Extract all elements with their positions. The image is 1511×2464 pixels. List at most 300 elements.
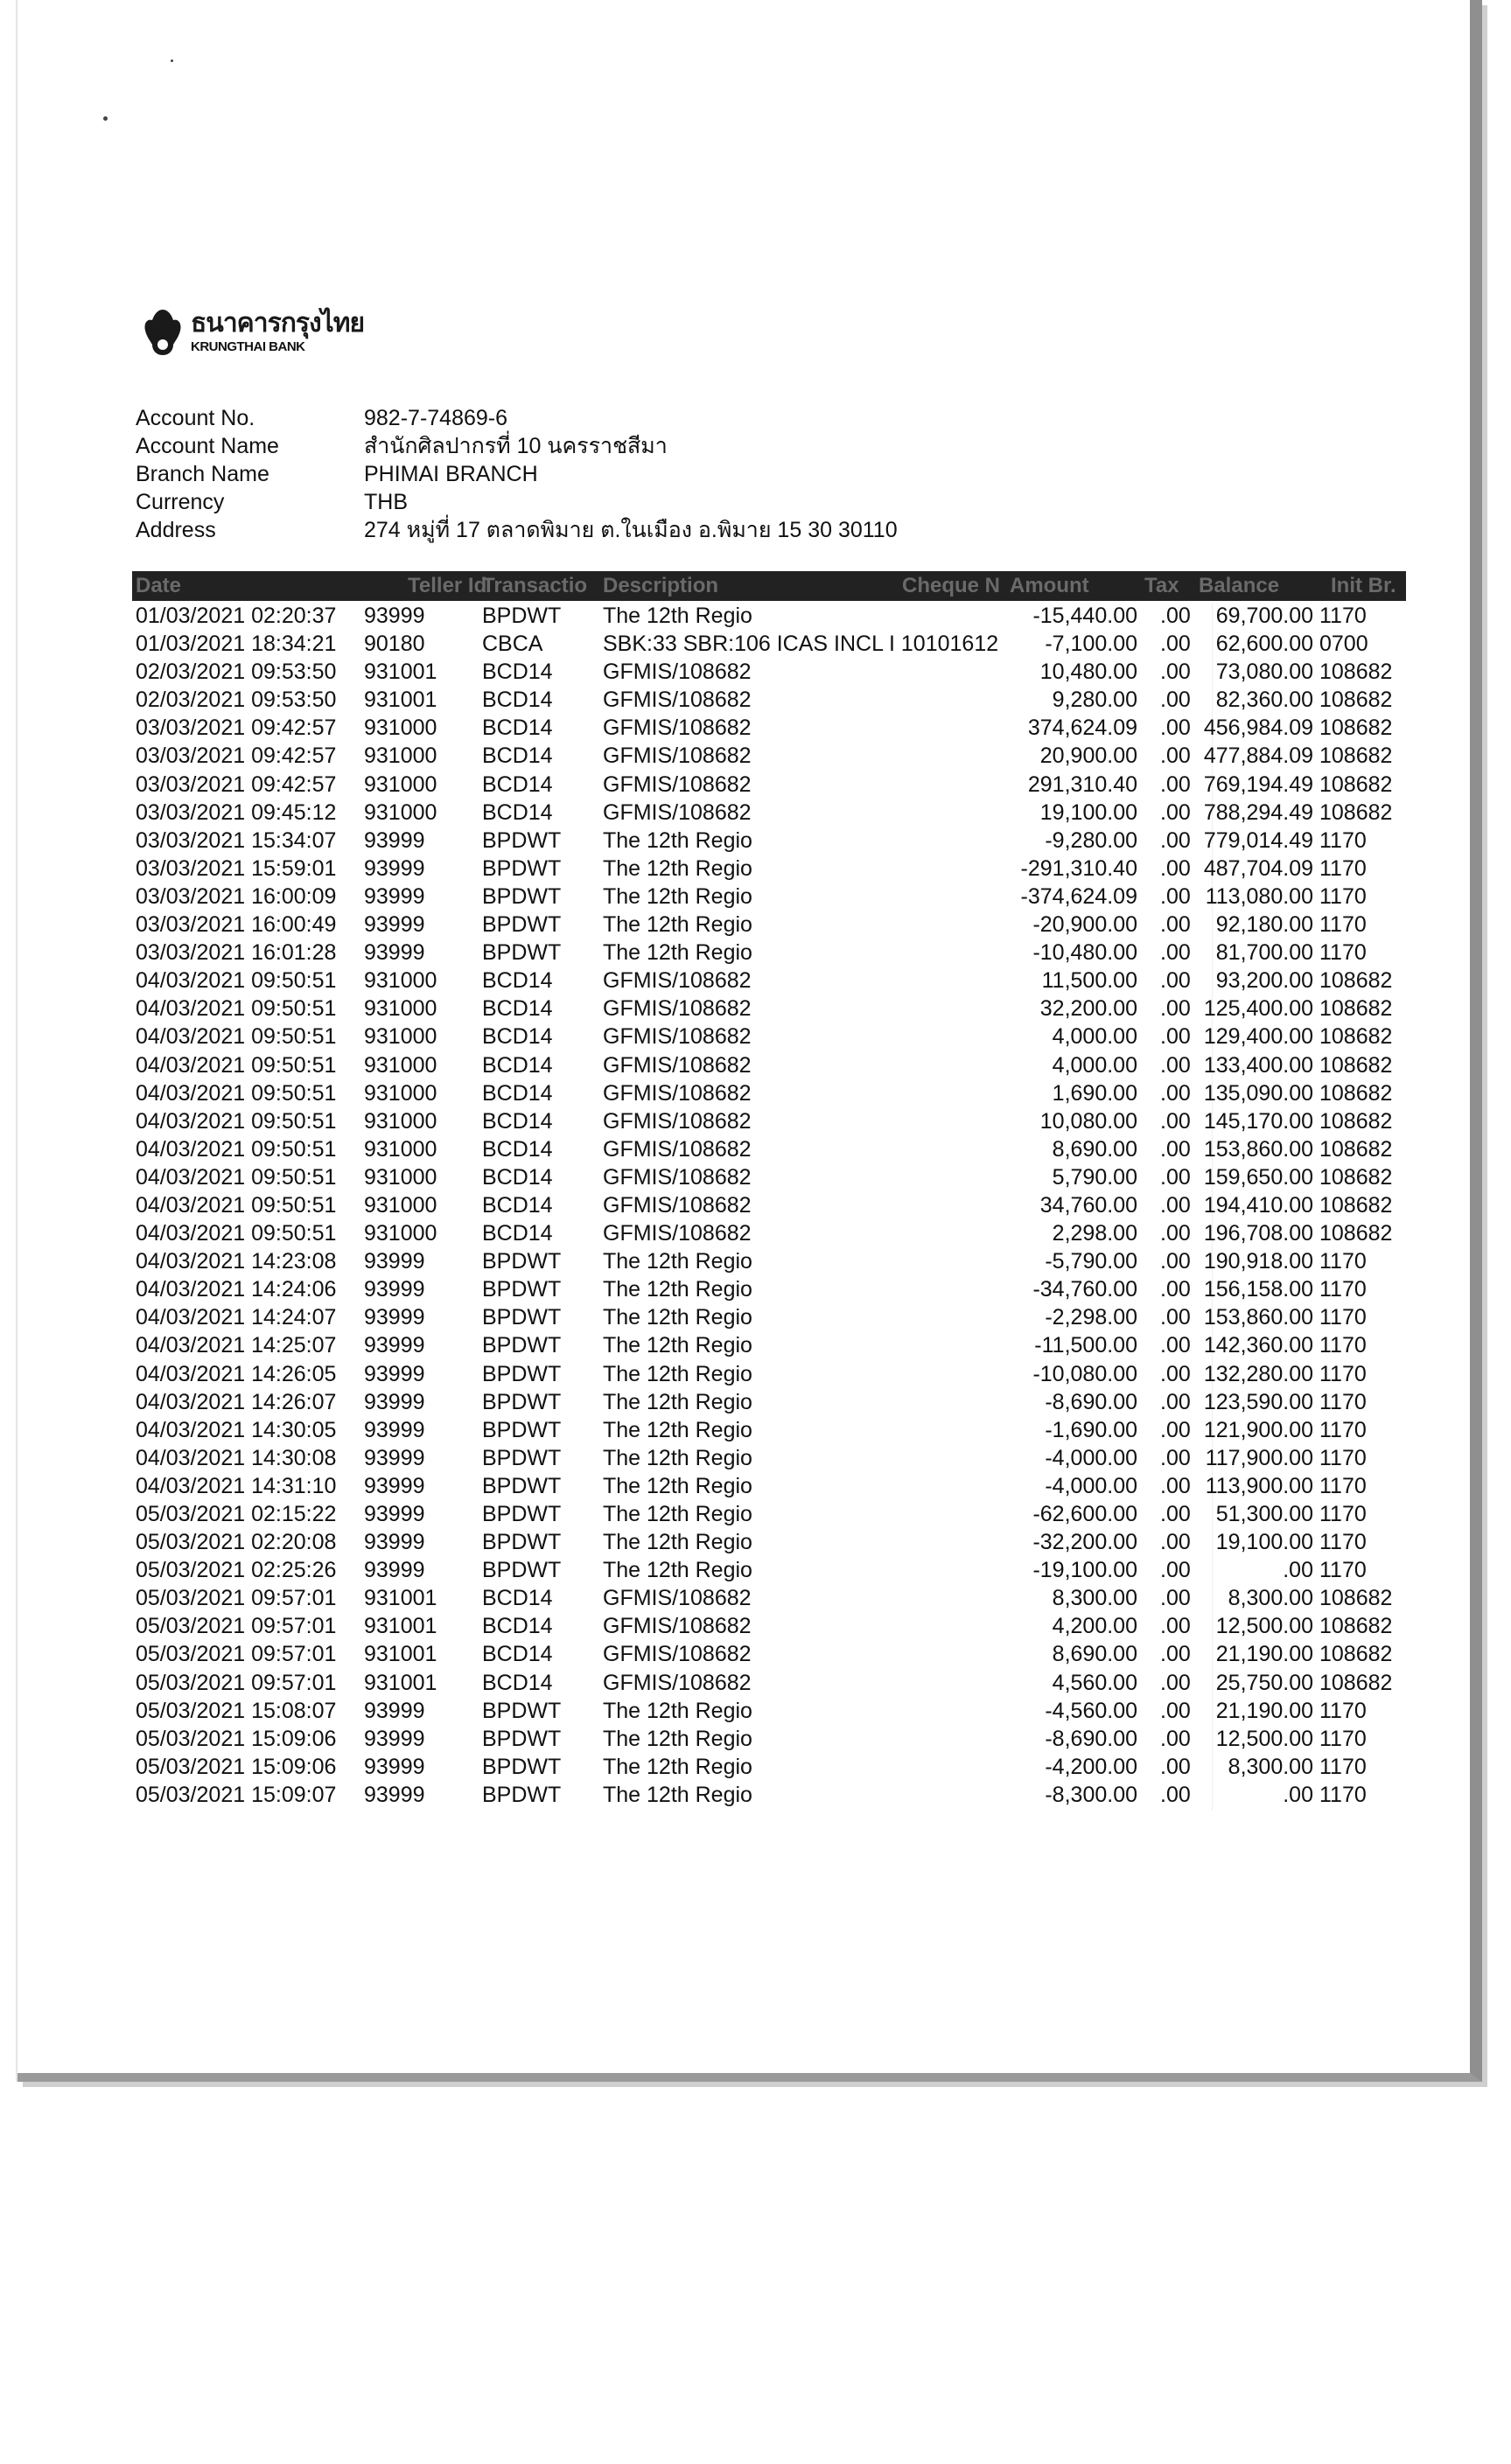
cell-teller-id: 931000 — [364, 1136, 437, 1162]
cell-teller-id: 931000 — [364, 1108, 437, 1134]
cell-date: 04/03/2021 09:50:51 — [136, 1052, 337, 1078]
cell-teller-id: 931001 — [364, 660, 437, 685]
cell-balance: 69,700.00 — [1215, 604, 1313, 628]
cell-balance: 135,090.00 — [1203, 1080, 1313, 1106]
cell-balance: .00 — [1283, 1558, 1313, 1583]
cell-amount: 8,300.00 — [1052, 1586, 1137, 1611]
info-label: Currency — [136, 489, 225, 514]
cell-balance: 129,400.00 — [1203, 1024, 1313, 1050]
cell-teller-id: 93999 — [364, 1726, 425, 1751]
cell-description: The 12th Regio — [603, 1277, 752, 1302]
cell-tax: .00 — [1160, 1417, 1191, 1442]
cell-teller-id: 93999 — [364, 940, 425, 966]
table-row — [0, 658, 1511, 686]
cell-tax: .00 — [1160, 855, 1191, 881]
cell-transaction-code: BPDWT — [482, 1726, 562, 1751]
cell-balance: 121,900.00 — [1203, 1417, 1313, 1442]
header-teller: Teller Id — [408, 574, 487, 597]
cell-date: 04/03/2021 09:50:51 — [136, 996, 337, 1022]
cell-amount: -19,100.00 — [1032, 1558, 1137, 1583]
cell-balance: 132,280.00 — [1203, 1361, 1313, 1386]
cell-balance: 153,860.00 — [1203, 1136, 1313, 1162]
cell-init-branch: 1170 — [1319, 883, 1367, 909]
cell-date: 03/03/2021 15:59:01 — [136, 855, 337, 881]
cell-teller-id: 931000 — [364, 771, 437, 797]
cell-tax: .00 — [1160, 1361, 1191, 1386]
info-label: Account No. — [136, 405, 255, 430]
cell-teller-id: 931001 — [364, 1670, 437, 1695]
info-value: 274 หมู่ที่ 17 ตลาดพิมาย ต.ในเมือง อ.พิมาย 15 30 30110 — [364, 518, 898, 542]
cell-date: 05/03/2021 09:57:01 — [136, 1586, 337, 1611]
cell-transaction-code: BCD14 — [482, 1221, 553, 1246]
cell-teller-id: 931000 — [364, 715, 437, 741]
cell-tax: .00 — [1160, 996, 1191, 1022]
account-info — [136, 404, 898, 544]
cell-init-branch: 0700 — [1319, 632, 1368, 657]
cell-init-branch: 108682 — [1319, 1052, 1393, 1078]
cell-balance: 190,918.00 — [1203, 1249, 1313, 1274]
cell-balance: 159,650.00 — [1203, 1164, 1313, 1190]
table-row — [0, 1584, 1511, 1612]
cell-description: SBK:33 SBR:106 ICAS INCL I 10101612 — [603, 632, 999, 657]
table-row — [0, 1500, 1511, 1528]
cell-transaction-code: BPDWT — [482, 1277, 562, 1302]
cell-transaction-code: BPDWT — [482, 1305, 562, 1330]
cell-transaction-code: BPDWT — [482, 1333, 562, 1358]
cell-balance: 194,410.00 — [1203, 1192, 1313, 1218]
cell-tax: .00 — [1160, 1698, 1191, 1723]
cell-teller-id: 93999 — [364, 604, 425, 628]
cell-transaction-code: BCD14 — [482, 1192, 553, 1218]
table-row — [0, 967, 1511, 995]
cell-description: The 12th Regio — [603, 1754, 752, 1779]
cell-init-branch: 1170 — [1319, 1389, 1367, 1414]
cell-transaction-code: BPDWT — [482, 1361, 562, 1386]
cell-teller-id: 93999 — [364, 855, 425, 881]
info-label: Address — [136, 517, 216, 542]
cell-date: 05/03/2021 15:08:07 — [136, 1698, 337, 1723]
cell-description: The 12th Regio — [603, 1502, 752, 1526]
cell-amount: 8,690.00 — [1052, 1136, 1137, 1162]
cell-date: 04/03/2021 14:24:06 — [136, 1277, 337, 1302]
cell-date: 05/03/2021 15:09:07 — [136, 1782, 337, 1807]
cell-init-branch: 1170 — [1319, 1417, 1367, 1442]
cell-description: The 12th Regio — [603, 1473, 752, 1498]
cell-init-branch: 108682 — [1319, 968, 1393, 994]
cell-init-branch: 1170 — [1319, 1530, 1367, 1555]
cell-tax: .00 — [1160, 799, 1191, 825]
table-row — [0, 995, 1511, 1023]
cell-description: GFMIS/108682 — [603, 660, 752, 685]
table-row — [0, 1669, 1511, 1697]
table-row — [0, 602, 1511, 630]
cell-tax: .00 — [1160, 743, 1191, 769]
cell-balance: 113,080.00 — [1205, 883, 1313, 909]
cell-transaction-code: BCD14 — [482, 688, 553, 713]
table-row — [0, 1388, 1511, 1416]
cell-description: GFMIS/108682 — [603, 1024, 752, 1050]
cell-date: 04/03/2021 14:30:08 — [136, 1445, 337, 1470]
cell-date: 04/03/2021 09:50:51 — [136, 1108, 337, 1134]
cell-balance: 93,200.00 — [1215, 968, 1313, 994]
cell-date: 01/03/2021 18:34:21 — [136, 632, 337, 657]
bank-name-thai: ธนาคารกรุงไทย — [191, 308, 365, 338]
cell-init-branch: 108682 — [1319, 1024, 1393, 1050]
account-name-row — [136, 432, 898, 460]
cell-balance: 62,600.00 — [1215, 632, 1313, 657]
cell-amount: -291,310.40 — [1020, 855, 1137, 881]
cell-teller-id: 93999 — [364, 1249, 425, 1274]
cell-balance: 125,400.00 — [1203, 996, 1313, 1022]
table-row — [0, 1640, 1511, 1668]
cell-date: 04/03/2021 14:25:07 — [136, 1333, 337, 1358]
table-row — [0, 1135, 1511, 1163]
table-row — [0, 1275, 1511, 1303]
transaction-table-body — [0, 602, 1511, 1809]
cell-date: 05/03/2021 15:09:06 — [136, 1754, 337, 1779]
cell-amount: -10,080.00 — [1032, 1361, 1137, 1386]
cell-transaction-code: BPDWT — [482, 827, 562, 853]
cell-balance: 145,170.00 — [1203, 1108, 1313, 1134]
cell-date: 04/03/2021 09:50:51 — [136, 1136, 337, 1162]
cell-init-branch: 108682 — [1319, 799, 1393, 825]
info-value: PHIMAI BRANCH — [364, 461, 538, 486]
cell-transaction-code: CBCA — [482, 632, 543, 657]
cell-init-branch: 1170 — [1319, 604, 1367, 628]
cell-balance: 142,360.00 — [1203, 1333, 1313, 1358]
cell-transaction-code: BCD14 — [482, 771, 553, 797]
cell-amount: -1,690.00 — [1045, 1417, 1137, 1442]
cell-init-branch: 108682 — [1319, 688, 1393, 713]
cell-balance: 477,884.09 — [1203, 743, 1313, 769]
cell-amount: -62,600.00 — [1032, 1502, 1137, 1526]
cell-date: 05/03/2021 09:57:01 — [136, 1614, 337, 1639]
cell-description: The 12th Regio — [603, 1530, 752, 1555]
table-row — [0, 1360, 1511, 1388]
cell-amount: 4,000.00 — [1052, 1052, 1137, 1078]
cell-transaction-code: BPDWT — [482, 604, 562, 628]
cell-tax: .00 — [1160, 827, 1191, 853]
cell-tax: .00 — [1160, 1445, 1191, 1470]
cell-balance: 117,900.00 — [1205, 1445, 1313, 1470]
cell-tax: .00 — [1160, 1080, 1191, 1106]
table-row — [0, 1725, 1511, 1753]
cell-balance: 133,400.00 — [1203, 1052, 1313, 1078]
cell-init-branch: 108682 — [1319, 660, 1393, 685]
cell-description: The 12th Regio — [603, 1305, 752, 1330]
cell-date: 04/03/2021 14:31:10 — [136, 1473, 337, 1498]
table-row — [0, 1191, 1511, 1219]
info-value: THB — [364, 489, 408, 514]
cell-balance: .00 — [1283, 1782, 1313, 1807]
cell-init-branch: 1170 — [1319, 827, 1367, 853]
cell-teller-id: 93999 — [364, 827, 425, 853]
cell-description: The 12th Regio — [603, 1445, 752, 1470]
cell-init-branch: 108682 — [1319, 1670, 1393, 1695]
cell-tax: .00 — [1160, 1305, 1191, 1330]
cell-tax: .00 — [1160, 1024, 1191, 1050]
cell-tax: .00 — [1160, 1136, 1191, 1162]
table-row — [0, 1781, 1511, 1809]
cell-description: GFMIS/108682 — [603, 996, 752, 1022]
table-row — [0, 1472, 1511, 1500]
header-transaction: Transactio — [482, 574, 588, 597]
cell-description: The 12th Regio — [603, 1698, 752, 1723]
cell-tax: .00 — [1160, 1164, 1191, 1190]
cell-init-branch: 1170 — [1319, 912, 1367, 938]
cell-date: 03/03/2021 16:00:49 — [136, 912, 337, 938]
table-row — [0, 1023, 1511, 1051]
table-row — [0, 1107, 1511, 1135]
info-label: Branch Name — [136, 461, 269, 486]
cell-init-branch: 1170 — [1319, 940, 1367, 966]
cell-amount: 2,298.00 — [1052, 1221, 1137, 1246]
cell-date: 03/03/2021 09:42:57 — [136, 771, 337, 797]
cell-teller-id: 90180 — [364, 632, 425, 657]
cell-date: 04/03/2021 09:50:51 — [136, 1164, 337, 1190]
cell-amount: -4,000.00 — [1045, 1473, 1137, 1498]
cell-transaction-code: BCD14 — [482, 968, 553, 994]
cell-amount: -10,480.00 — [1032, 940, 1137, 966]
cell-init-branch: 108682 — [1319, 1221, 1393, 1246]
cell-date: 02/03/2021 09:53:50 — [136, 688, 337, 713]
cell-teller-id: 93999 — [364, 1473, 425, 1498]
cell-teller-id: 93999 — [364, 1389, 425, 1414]
cell-transaction-code: BPDWT — [482, 1782, 562, 1807]
cell-description: The 12th Regio — [603, 855, 752, 881]
table-row — [0, 1556, 1511, 1584]
cell-date: 03/03/2021 16:00:09 — [136, 883, 337, 909]
cell-balance: 25,750.00 — [1215, 1670, 1313, 1695]
cell-amount: -5,790.00 — [1045, 1249, 1137, 1274]
cell-transaction-code: BPDWT — [482, 1445, 562, 1470]
cell-transaction-code: BCD14 — [482, 1586, 553, 1611]
cell-init-branch: 108682 — [1319, 1164, 1393, 1190]
cell-transaction-code: BPDWT — [482, 1389, 562, 1414]
cell-amount: -374,624.09 — [1020, 883, 1137, 909]
cell-tax: .00 — [1160, 660, 1191, 685]
header-init-branch: Init Br. — [1331, 574, 1396, 597]
cell-description: The 12th Regio — [603, 1333, 752, 1358]
cell-init-branch: 1170 — [1319, 1333, 1367, 1358]
cell-transaction-code: BCD14 — [482, 1052, 553, 1078]
cell-teller-id: 931000 — [364, 1192, 437, 1218]
cell-init-branch: 1170 — [1319, 1445, 1367, 1470]
cell-init-branch: 1170 — [1319, 1558, 1367, 1583]
cell-init-branch: 108682 — [1319, 715, 1393, 741]
cell-teller-id: 93999 — [364, 883, 425, 909]
cell-amount: -4,000.00 — [1045, 1445, 1137, 1470]
cell-tax: .00 — [1160, 688, 1191, 713]
table-row — [0, 1303, 1511, 1331]
cell-amount: -9,280.00 — [1045, 827, 1137, 853]
cell-amount: 10,480.00 — [1039, 660, 1137, 685]
cell-amount: -2,298.00 — [1045, 1305, 1137, 1330]
cell-balance: 456,984.09 — [1203, 715, 1313, 741]
cell-balance: 21,190.00 — [1215, 1698, 1313, 1723]
cell-date: 04/03/2021 09:50:51 — [136, 1192, 337, 1218]
cell-tax: .00 — [1160, 1502, 1191, 1526]
cell-teller-id: 931001 — [364, 1586, 437, 1611]
cell-teller-id: 93999 — [364, 1445, 425, 1470]
cell-description: GFMIS/108682 — [603, 968, 752, 994]
cell-tax: .00 — [1160, 1754, 1191, 1779]
table-row — [0, 1612, 1511, 1640]
info-label: Account Name — [136, 433, 279, 458]
cell-amount: 20,900.00 — [1039, 743, 1137, 769]
cell-amount: -8,690.00 — [1045, 1389, 1137, 1414]
cell-teller-id: 931001 — [364, 688, 437, 713]
cell-description: GFMIS/108682 — [603, 1614, 752, 1639]
cell-tax: .00 — [1160, 1726, 1191, 1751]
header-date: Date — [136, 574, 182, 597]
cell-date: 02/03/2021 09:53:50 — [136, 660, 337, 685]
cell-date: 03/03/2021 09:45:12 — [136, 799, 337, 825]
cell-date: 05/03/2021 09:57:01 — [136, 1642, 337, 1667]
cell-date: 04/03/2021 09:50:51 — [136, 968, 337, 994]
cell-amount: -15,440.00 — [1032, 604, 1137, 628]
cell-transaction-code: BCD14 — [482, 996, 553, 1022]
cell-amount: -32,200.00 — [1032, 1530, 1137, 1555]
cell-balance: 769,194.49 — [1203, 771, 1313, 797]
cell-description: The 12th Regio — [603, 1782, 752, 1807]
cell-date: 04/03/2021 14:23:08 — [136, 1249, 337, 1274]
cell-tax: .00 — [1160, 1586, 1191, 1611]
cell-description: GFMIS/108682 — [603, 1670, 752, 1695]
cell-teller-id: 931000 — [364, 968, 437, 994]
cell-transaction-code: BCD14 — [482, 1614, 553, 1639]
cell-description: The 12th Regio — [603, 1417, 752, 1442]
cell-tax: .00 — [1160, 1614, 1191, 1639]
cell-description: The 12th Regio — [603, 912, 752, 938]
header-amount: Amount — [1010, 574, 1089, 597]
header-tax: Tax — [1144, 574, 1179, 597]
table-row — [0, 939, 1511, 967]
cell-date: 04/03/2021 14:26:07 — [136, 1389, 337, 1414]
cell-date: 05/03/2021 09:57:01 — [136, 1670, 337, 1695]
cell-balance: 92,180.00 — [1215, 912, 1313, 938]
cell-init-branch: 108682 — [1319, 771, 1393, 797]
cell-balance: 788,294.49 — [1203, 799, 1313, 825]
cell-init-branch: 1170 — [1319, 1249, 1367, 1274]
table-row — [0, 1051, 1511, 1079]
cell-transaction-code: BCD14 — [482, 1080, 553, 1106]
cell-description: The 12th Regio — [603, 1726, 752, 1751]
cell-date: 05/03/2021 02:20:08 — [136, 1530, 337, 1555]
cell-teller-id: 931000 — [364, 1164, 437, 1190]
table-row — [0, 1416, 1511, 1444]
cell-init-branch: 1170 — [1319, 1305, 1367, 1330]
cell-description: GFMIS/108682 — [603, 1164, 752, 1190]
cell-teller-id: 93999 — [364, 1417, 425, 1442]
cell-tax: .00 — [1160, 1642, 1191, 1667]
cell-transaction-code: BPDWT — [482, 1698, 562, 1723]
cell-tax: .00 — [1160, 940, 1191, 966]
cell-transaction-code: BPDWT — [482, 940, 562, 966]
cell-balance: 779,014.49 — [1203, 827, 1313, 853]
cell-transaction-code: BCD14 — [482, 1136, 553, 1162]
cell-tax: .00 — [1160, 1221, 1191, 1246]
cell-amount: -20,900.00 — [1032, 912, 1137, 938]
cell-teller-id: 931000 — [364, 996, 437, 1022]
cell-description: The 12th Regio — [603, 940, 752, 966]
scan-speck — [103, 116, 108, 121]
cell-date: 03/03/2021 09:42:57 — [136, 715, 337, 741]
table-row — [0, 742, 1511, 770]
cell-transaction-code: BCD14 — [482, 660, 553, 685]
table-row — [0, 1444, 1511, 1472]
cell-teller-id: 93999 — [364, 1333, 425, 1358]
cell-description: The 12th Regio — [603, 883, 752, 909]
cell-description: GFMIS/108682 — [603, 715, 752, 741]
cell-date: 04/03/2021 09:50:51 — [136, 1080, 337, 1106]
cell-transaction-code: BPDWT — [482, 1530, 562, 1555]
table-row — [0, 1697, 1511, 1725]
cell-transaction-code: BCD14 — [482, 743, 553, 769]
cell-tax: .00 — [1160, 715, 1191, 741]
table-row — [0, 855, 1511, 883]
cell-transaction-code: BCD14 — [482, 715, 553, 741]
cell-date: 04/03/2021 09:50:51 — [136, 1024, 337, 1050]
cell-date: 05/03/2021 15:09:06 — [136, 1726, 337, 1751]
cell-date: 05/03/2021 02:15:22 — [136, 1502, 337, 1526]
cell-description: The 12th Regio — [603, 1361, 752, 1386]
cell-init-branch: 1170 — [1319, 1726, 1367, 1751]
cell-teller-id: 931000 — [364, 1052, 437, 1078]
cell-amount: 34,760.00 — [1039, 1192, 1137, 1218]
cell-teller-id: 931000 — [364, 1080, 437, 1106]
cell-amount: 4,200.00 — [1052, 1614, 1137, 1639]
table-row — [0, 1079, 1511, 1107]
cell-balance: 82,360.00 — [1215, 688, 1313, 713]
cell-tax: .00 — [1160, 1052, 1191, 1078]
cell-date: 05/03/2021 02:25:26 — [136, 1558, 337, 1583]
cell-transaction-code: BPDWT — [482, 883, 562, 909]
cell-teller-id: 93999 — [364, 1361, 425, 1386]
cell-tax: .00 — [1160, 1558, 1191, 1583]
cell-description: The 12th Regio — [603, 1558, 752, 1583]
cell-transaction-code: BPDWT — [482, 1502, 562, 1526]
cell-transaction-code: BPDWT — [482, 1558, 562, 1583]
header-cheque: Cheque N — [902, 574, 1001, 597]
garuda-bird-icon — [142, 306, 184, 357]
bank-logo — [142, 306, 364, 357]
cell-balance: 51,300.00 — [1215, 1502, 1313, 1526]
cell-transaction-code: BCD14 — [482, 1642, 553, 1667]
cell-description: GFMIS/108682 — [603, 1080, 752, 1106]
cell-transaction-code: BPDWT — [482, 1249, 562, 1274]
cell-init-branch: 1170 — [1319, 1502, 1367, 1526]
cell-balance: 113,900.00 — [1205, 1473, 1313, 1498]
cell-date: 04/03/2021 09:50:51 — [136, 1221, 337, 1246]
cell-teller-id: 93999 — [364, 1530, 425, 1555]
cell-date: 04/03/2021 14:30:05 — [136, 1417, 337, 1442]
branch-name-row — [136, 460, 898, 488]
cell-balance: 21,190.00 — [1215, 1642, 1313, 1667]
cell-tax: .00 — [1160, 1782, 1191, 1807]
cell-description: GFMIS/108682 — [603, 1642, 752, 1667]
info-value: 982-7-74869-6 — [364, 405, 508, 430]
cell-tax: .00 — [1160, 968, 1191, 994]
cell-tax: .00 — [1160, 1530, 1191, 1555]
cell-teller-id: 931001 — [364, 1614, 437, 1639]
cell-tax: .00 — [1160, 1108, 1191, 1134]
cell-transaction-code: BPDWT — [482, 1473, 562, 1498]
cell-balance: 73,080.00 — [1215, 660, 1313, 685]
cell-balance: 12,500.00 — [1215, 1614, 1313, 1639]
cell-amount: 5,790.00 — [1052, 1164, 1137, 1190]
cell-init-branch: 1170 — [1319, 1277, 1367, 1302]
